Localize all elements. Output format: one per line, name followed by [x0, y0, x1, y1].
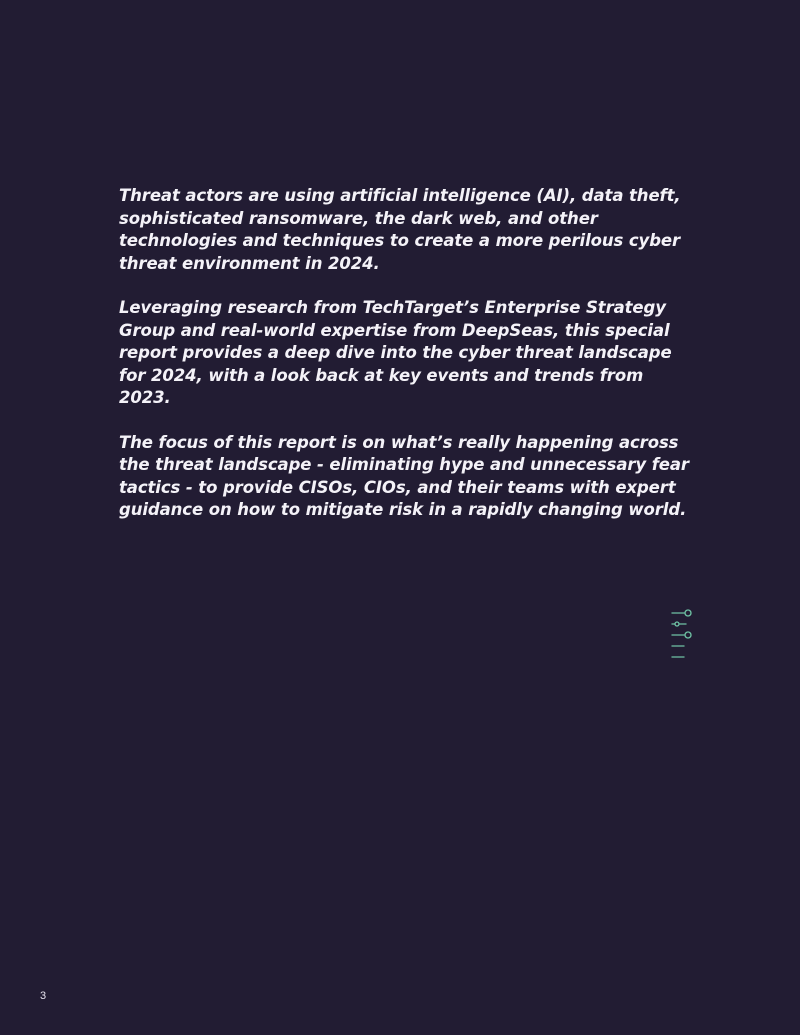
- intro-paragraph-1: Threat actors are using artificial intelligence (AI), data theft, sophisticated ransomware, the dark web, and other technologies and techniques to create a more perilous cyber threat environment in 2024.: [119, 186, 681, 273]
- intro-text-block: [119, 185, 689, 522]
- intro-paragraph-2: Leveraging research from TechTarget’s Enterprise Strategy Group and real-world expertise from DeepSeas, this special report provides a deep dive into the cyber threat landscape for 2024, with a look back at key events and trends from 2023.: [119, 298, 672, 407]
- intro-paragraph-3: The focus of this report is on what’s really happening across the threat landscape - eliminating hype and unnecessary fear tactics - to provide CISOs, CIOs, and their teams with expert guidance on how to mitigate risk in a rapidly changing world.: [119, 432, 689, 519]
- page-number: 3: [40, 990, 47, 1002]
- circuit-lines-icon: [670, 608, 694, 662]
